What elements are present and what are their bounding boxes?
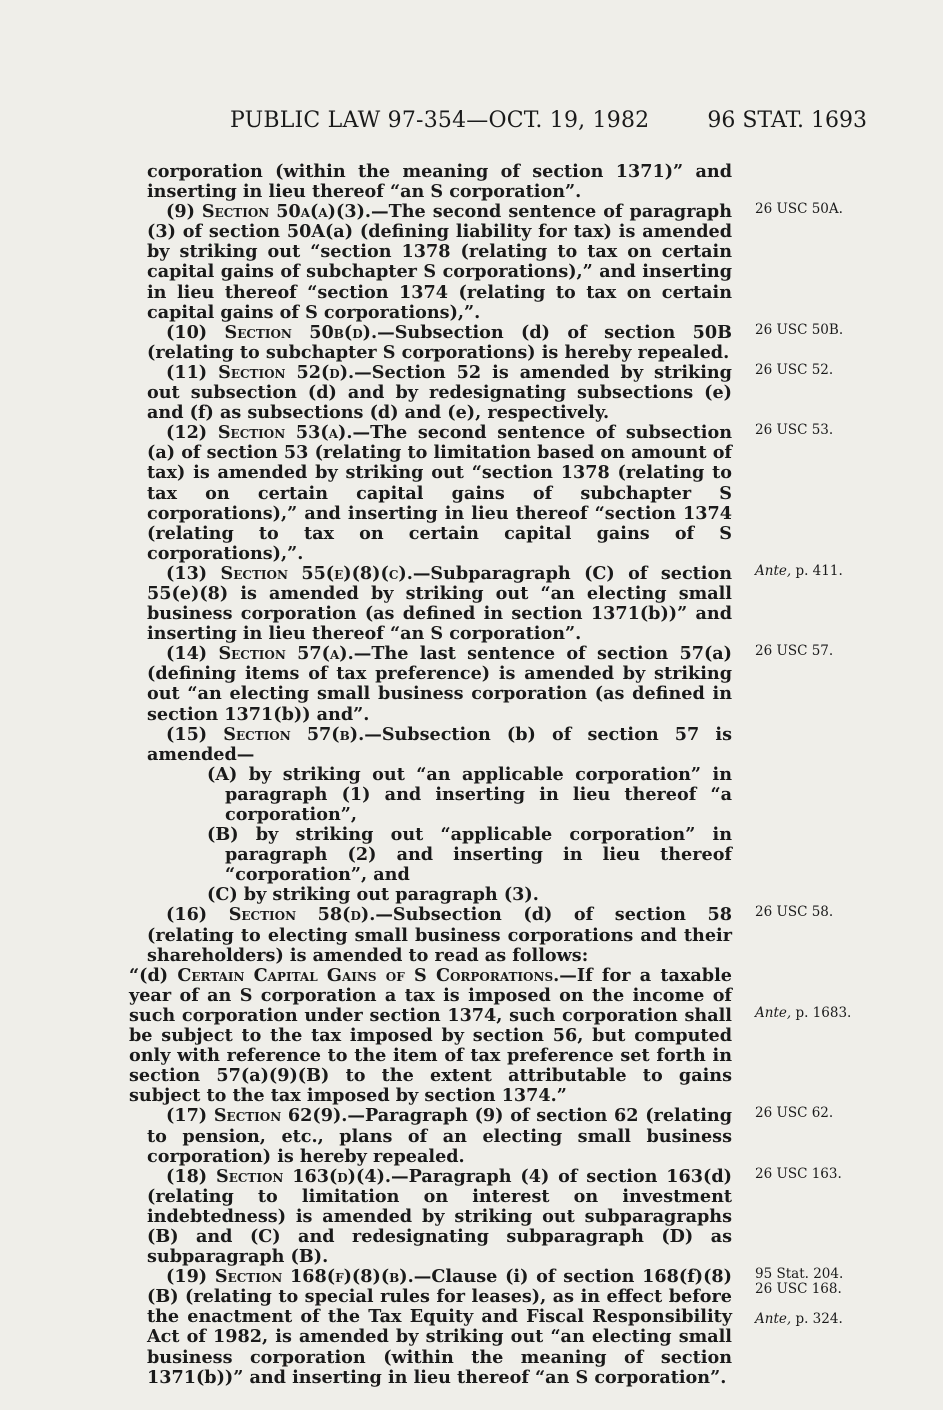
page-body [129,161,852,1388]
margin-note: 26 USC 62. [755,1105,834,1122]
margin-note: 26 USC 163. [755,1165,842,1182]
page-header [0,108,943,142]
statute-page-number: 96 STAT. 1693 [707,108,867,133]
paragraph-11: (11) Section 52(d).—Section 52 is amended by striking out subsection (d) and by redesignating subsections (e) and (f) as subsections (d) and (e), respectively. 26 USC 52. [147,363,732,423]
margin-note: 26 USC 52. [755,361,834,378]
section-heading: Section 50a(a)(3) [201,201,365,223]
section-heading: Certain Capital Gains of S Corporations [177,964,554,986]
paragraph-10: (10) Section 50b(d).—Subsection (d) of section 50B (relating to subchapter S corporations) is hereby repealed. 26 USC 50B. [147,323,732,363]
paragraph-18: (18) Section 163(d)(4).—Paragraph (4) of section 163(d) (relating to limitation on interest on investment indebtedness) is amended by striking out subparagraphs (B) and (C) and redesignating subparagraph (D) as subparagraph (B). 26 USC 163. [147,1167,732,1267]
paragraph-15: (15) Section 57(b).—Subsection (b) of section 57 is amended— [147,723,732,765]
quoted-subsection-d: “(d) Certain Capital Gains of S Corporations.—If for a taxable year of an S corporation a tax is imposed on the income of such corporation under section 1374, such corporation shall be subject to the tax imposed by section 56, but computed only with reference to the item of tax preference set forth in section 57(a)(9)(B) to the extent attributable to gains subject to the tax imposed by section 1374.” Ante, p. 1683. [129,966,732,1107]
subparagraph-a: (A) by striking out “an applicable corporation” in paragraph (1) and inserting in lieu thereof “a corporation”, [207,763,732,825]
subparagraph-c: (C) by striking out paragraph (3). [207,884,539,906]
margin-note: 26 USC 58. [755,904,834,921]
paragraph-14: (14) Section 57(a).—The last sentence of section 57(a) (defining items of tax preference) is amended by striking out “an electing small business corporation (as defined in section 1371(b)) and”. 26 USC 57. [147,644,732,724]
section-heading: Section 58(d) [228,904,370,926]
margin-note: 26 USC 50A. [755,201,843,218]
section-heading: Section 62(9) [213,1105,342,1127]
section-heading: Section 50b(d) [224,321,371,343]
paragraph-13: (13) Section 55(e)(8)(c).—Subparagraph (C) of section 55(e)(8) is amended by striking out “an electing small business corporation (as defined in section 1371(b))” and inserting in lieu thereof “an S corporation”. Ante, p. 411. [147,564,732,644]
margin-note: Ante, p. 1683. [755,1004,852,1021]
subparagraph-b: (B) by striking out “applicable corporation” in paragraph (2) and inserting in lieu thereof “corporation”, and [207,824,732,886]
section-heading: Section 55(e)(8)(c) [220,562,407,584]
paragraph-12: (12) Section 53(a).—The second sentence of subsection (a) of section 53 (relating to limitation based on amount of tax) is amended by striking out “section 1378 (relating to tax on certain capital gains of subchapter S corporations),” and inserting in lieu thereof “section 1374 (relating to tax on certain capital gains of S corporations),”. 26 USC 53. [147,423,732,564]
section-heading: Section 53(a) [217,422,347,444]
margin-note: 26 USC 57. [755,643,834,660]
paragraph-19: (19) Section 168(f)(8)(b).—Clause (i) of section 168(f)(8)(B) (relating to special rules for leases), as in effect before the enactment of the Tax Equity and Fiscal Responsibility Act of 1982, is amended by striking out “an electing small business corporation (within the meaning of section 1371(b))” and inserting in lieu thereof “an S corporation”. 95 Stat. 204. 26 USC 168. Ante, p. 324. [147,1267,732,1388]
margin-note: 26 USC 53. [755,422,834,439]
section-heading: Section 168(f)(8)(b) [214,1266,408,1288]
margin-note: Ante, p. 411. [755,562,843,579]
section-heading: Section 163(d)(4) [216,1165,385,1187]
section-heading: Section 57(a) [218,643,348,665]
section-heading: Section 52(d) [218,361,349,383]
running-head: PUBLIC LAW 97-354—OCT. 19, 1982 [230,108,650,133]
section-heading: Section 57(b) [223,723,359,745]
margin-note: 95 Stat. 204. 26 USC 168. Ante, p. 324. [755,1266,844,1328]
paragraph-16: (16) Section 58(d).—Subsection (d) of section 58 (relating to electing small business corporations and their shareholders) is amended to read as follows: 26 USC 58. [147,905,732,965]
paragraph-17: (17) Section 62(9).—Paragraph (9) of section 62 (relating to pension, etc., plans of an electing small business corporation) is hereby repealed. 26 USC 62. [147,1106,732,1166]
paragraph-9: (9) Section 50a(a)(3).—The second sentence of paragraph (3) of section 50A(a) (defining liability for tax) is amended by striking out “section 1378 (relating to tax on certain capital gains of subchapter S corporations),” and inserting in lieu thereof “section 1374 (relating to tax on certain capital gains of S corporations),”. 26 USC 50A. [147,202,732,323]
margin-note: 26 USC 50B. [755,321,844,338]
paragraph-continuation: corporation (within the meaning of section 1371)” and inserting in lieu thereof “an S corporation”. [147,161,732,203]
